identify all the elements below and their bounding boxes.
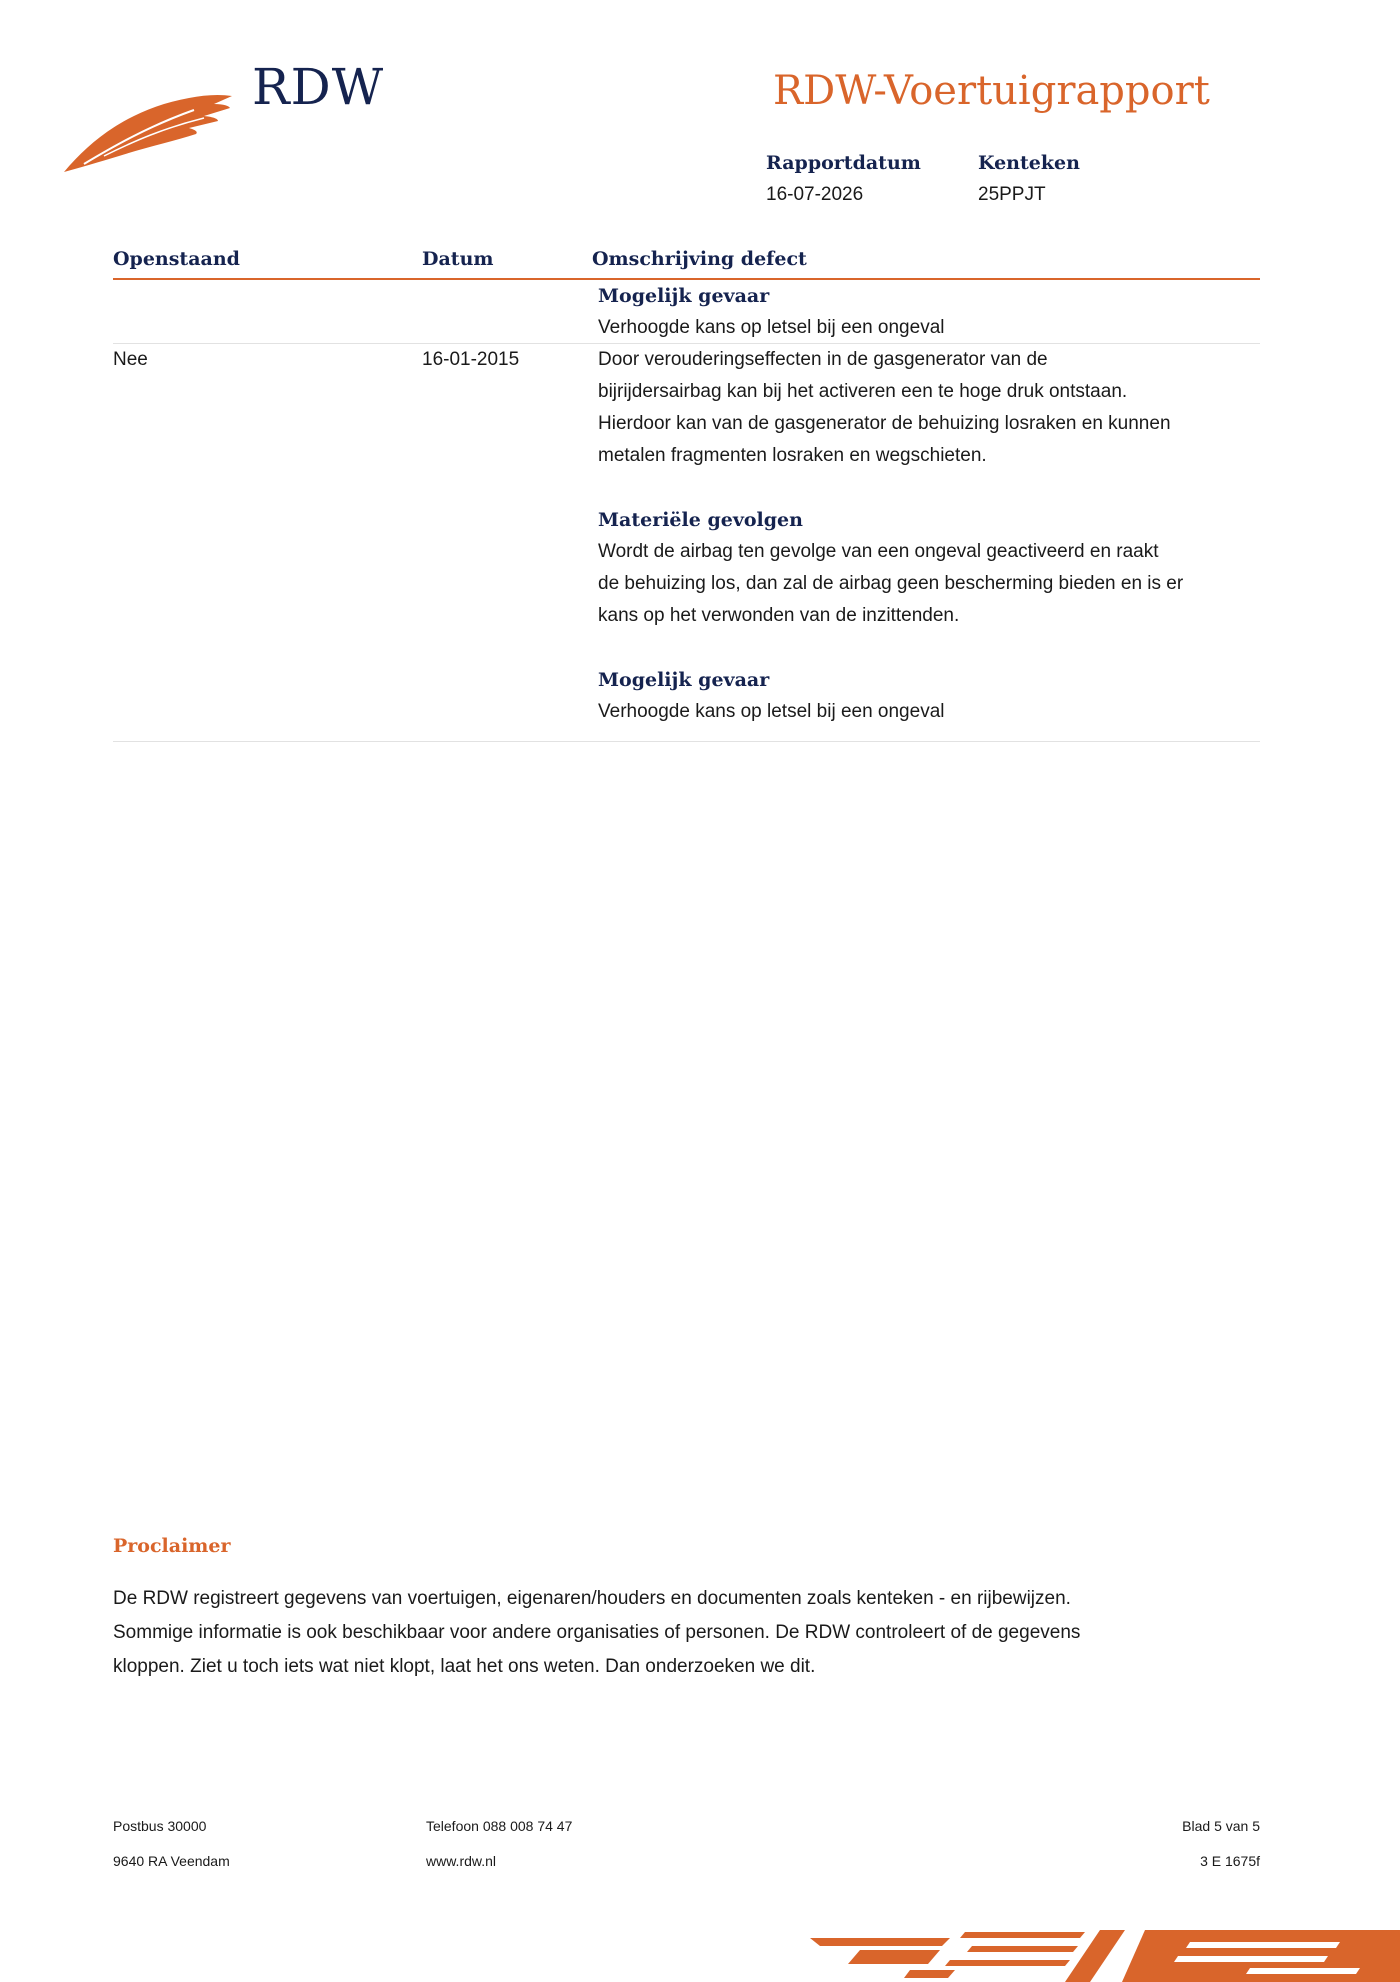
footer-website: www.rdw.nl: [426, 1853, 497, 1869]
proclaimer-line: kloppen. Ziet u toch iets wat niet klopt, laat het ons weten. Dan onderzoeken we dit.: [113, 1656, 816, 1677]
footer-stripes-icon: [800, 1920, 1400, 1982]
gevaar-line: Verhoogde kans op letsel bij een ongeval: [598, 701, 945, 722]
proclaimer-line: De RDW registreert gegevens van voertuigen, eigenaren/houders en documenten zoals kenteken - en rijbewijzen.: [113, 1588, 1071, 1609]
gevolgen-line: Wordt de airbag ten gevolge van een ongeval geactiveerd en raakt: [598, 541, 1159, 562]
footer-page-number: Blad 5 van 5: [1182, 1818, 1260, 1834]
meta-value-rapportdatum: 16-07-2026: [766, 184, 864, 205]
gevolgen-line: de behuizing los, dan zal de airbag geen bescherming bieden en is er: [598, 573, 1184, 594]
column-header-omschrijving: Omschrijving defect: [592, 248, 807, 270]
footer-address-2: 9640 RA Veendam: [113, 1853, 230, 1869]
rdw-logo-icon: [64, 86, 234, 176]
gevolgen-heading: Materiële gevolgen: [598, 509, 803, 531]
footer-phone: Telefoon 088 008 74 47: [426, 1818, 573, 1834]
table-row-continuation: [598, 280, 1268, 344]
meta-label-kenteken: Kenteken: [978, 152, 1080, 174]
meta-label-rapportdatum: Rapportdatum: [766, 152, 921, 174]
gevaar-heading: Mogelijk gevaar: [598, 285, 770, 307]
column-header-openstaand: Openstaand: [113, 248, 240, 270]
gevaar-heading: Mogelijk gevaar: [598, 669, 770, 691]
footer-address-1: Postbus 30000: [113, 1818, 207, 1834]
column-header-datum: Datum: [422, 248, 494, 270]
cell-openstaand: Nee: [113, 349, 148, 370]
defect-line: Hierdoor kan van de gasgenerator de behuizing losraken en kunnen: [598, 413, 1171, 434]
row-divider: [113, 741, 1260, 742]
proclaimer-line: Sommige informatie is ook beschikbaar voor andere organisaties of personen. De RDW controleert of de gegevens: [113, 1622, 1081, 1643]
cell-datum: 16-01-2015: [422, 349, 520, 370]
defect-line: metalen fragmenten losraken en wegschieten.: [598, 445, 987, 466]
defect-line: bijrijdersairbag kan bij het activeren een te hoge druk ontstaan.: [598, 381, 1128, 402]
footer-document-code: 3 E 1675f: [1200, 1853, 1260, 1869]
proclaimer-text: [113, 1582, 1273, 1684]
cell-omschrijving: [598, 344, 1268, 728]
logo-text: RDW: [252, 58, 385, 116]
proclaimer-title: Proclaimer: [113, 1535, 231, 1557]
report-title: RDW-Voertuigrapport: [773, 68, 1210, 114]
meta-value-kenteken: 25PPJT: [978, 184, 1046, 205]
gevaar-line: Verhoogde kans op letsel bij een ongeval: [598, 317, 945, 338]
gevolgen-line: kans op het verwonden van de inzittenden.: [598, 605, 960, 626]
defect-line: Door verouderingseffecten in de gasgenerator van de: [598, 349, 1048, 370]
